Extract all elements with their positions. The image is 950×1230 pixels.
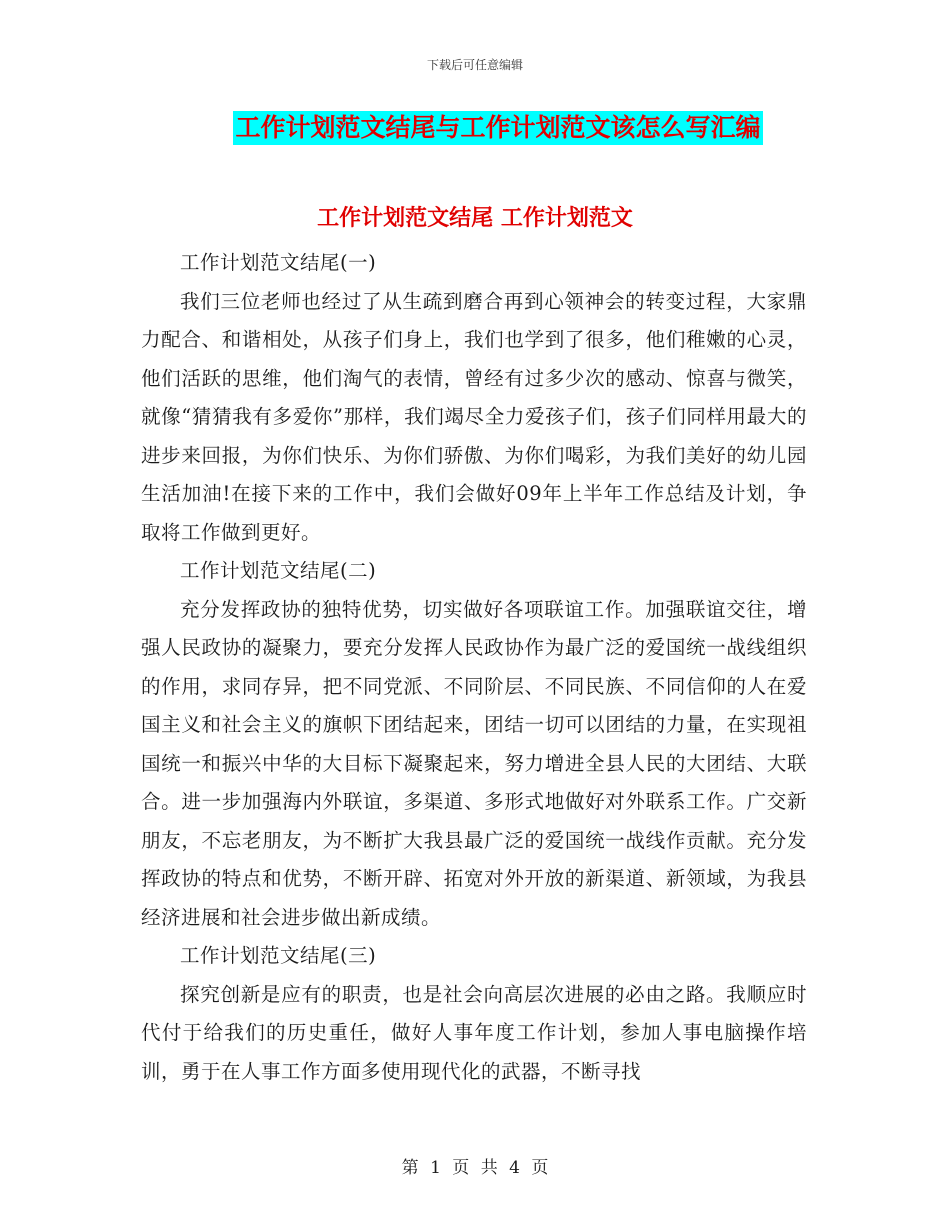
paragraph-1: 我们三位老师也经过了从生疏到磨合再到心领神会的转变过程，大家鼎力配合、和谐相处，从孩子们身上，我们也学到了很多，他们稚嫩的心灵，他们活跃的思维，他们淘气的表情，曾经有过多少次的感动、惊喜与微笑，就像“猜猜我有多爱你”那样，我们竭尽全力爱孩子们，孩子们同样用最大的进步来回报，为你们快乐、为你们骄傲、为你们喝彩，为我们美好的幼儿园生活加油!在接下来的工作中，我们会做好09年上半年工作总结及计划，争取将工作做到更好。 xyxy=(141,289,807,544)
paragraph-3: 探究创新是应有的职责，也是社会向高层次进展的必由之路。我顺应时代付于给我们的历史重任，做好人事年度工作计划，参加人事电脑操作培训，勇于在人事工作方面多使用现代化的武器，不断寻找 xyxy=(141,982,807,1083)
subheading-1: 工作计划范文结尾(一) xyxy=(180,251,377,274)
document-title: 工作计划范文结尾与工作计划范文该怎么写汇编 xyxy=(233,111,762,145)
page-footer-number: 第 1 页 共 4 页 xyxy=(401,1158,549,1178)
subheading-3: 工作计划范文结尾(三) xyxy=(180,944,377,967)
paragraph-2: 充分发挥政协的独特优势，切实做好各项联谊工作。加强联谊交往，增强人民政协的凝聚力，要充分发挥人民政协作为最广泛的爱国统一战线组织的作用，求同存异，把不同党派、不同阶层、不同民族、不同信仰的人在爱国主义和社会主义的旗帜下团结起来，团结一切可以团结的力量，在实现祖国统一和振兴中华的大目标下凝聚起来，努力增进全县人民的大团结、大联合。进一步加强海内外联谊，多渠道、多形式地做好对外联系工作。广交新朋友，不忘老朋友，为不断扩大我县最广泛的爱国统一战线作贡献。充分发挥政协的特点和优势，不断开辟、拓宽对外开放的新渠道、新领域，为我县经济进展和社会进步做出新成绩。 xyxy=(141,597,807,929)
section-title: 工作计划范文结尾 工作计划范文 xyxy=(317,205,633,231)
document-title-container xyxy=(0,111,950,145)
document-body xyxy=(141,244,807,1091)
subheading-2: 工作计划范文结尾(二) xyxy=(180,559,377,582)
page-header-note: 下载后可任意编辑 xyxy=(426,58,523,72)
